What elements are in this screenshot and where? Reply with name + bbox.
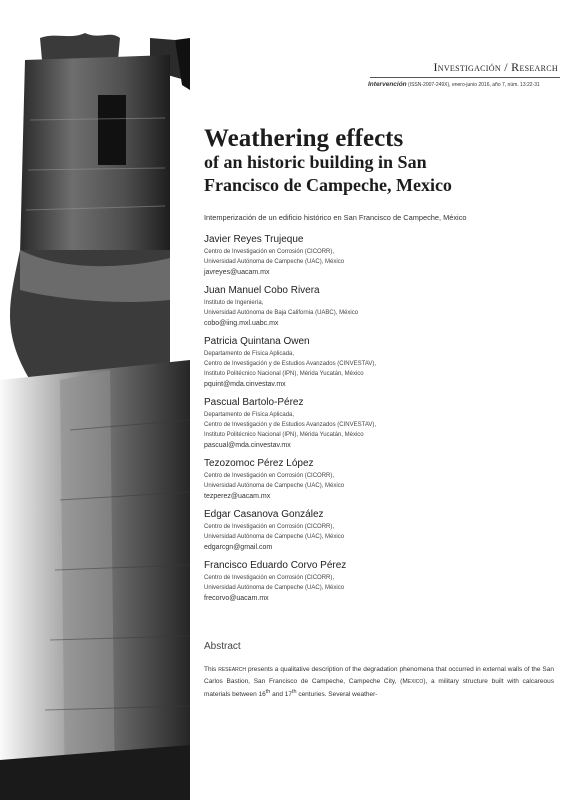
affiliation-line: Universidad Autónoma de Campeche (UAC), México — [204, 259, 345, 265]
affiliation-line: Centro de Investigación en Corrosión (CICORR), — [204, 473, 335, 479]
abstract-word-mexico: Mexico — [402, 677, 424, 685]
bastion-photo — [0, 0, 190, 800]
abstract-heading: Abstract — [204, 641, 241, 652]
abstract-lead: This — [204, 666, 219, 673]
affiliation-line: Centro de Investigación en Corrosión (CICORR), — [204, 575, 335, 581]
author-block — [204, 559, 544, 604]
title-line-2: of an historic building in San — [204, 152, 427, 172]
abstract-text — [204, 664, 554, 701]
header-rule — [370, 77, 560, 78]
tower-image — [0, 0, 190, 800]
author-block — [204, 508, 544, 553]
author-name: Francisco Eduardo Corvo Pérez — [204, 560, 347, 571]
affiliation-line: Departamento de Física Aplicada, — [204, 351, 295, 357]
author-block — [204, 396, 544, 451]
journal-name: Intervención — [368, 81, 407, 88]
abstract-text-4: centuries. Several weather- — [296, 691, 378, 699]
author-block — [204, 335, 544, 390]
author-name: Pascual Bartolo-Pérez — [204, 397, 304, 408]
issue-info: (ISSN-2007-249X), enero-junio 2016, año 7, núm. 13:22-31 — [408, 82, 540, 88]
author-block — [204, 233, 544, 278]
author-block — [204, 457, 544, 502]
affiliation-line: Instituto de Ingeniería, — [204, 300, 264, 306]
author-block — [204, 284, 544, 329]
spanish-subtitle: Intemperización de un edificio histórico en San Francisco de Campeche, México — [204, 213, 467, 222]
author-list — [204, 233, 544, 610]
affiliation-line: Universidad Autónoma de Campeche (UAC), México — [204, 534, 345, 540]
title-main: Weathering effects — [204, 125, 404, 152]
author-email[interactable]: frecorvo@uacam.mx — [204, 595, 269, 602]
author-name: Juan Manuel Cobo Rivera — [204, 285, 320, 296]
author-name: Patricia Quintana Owen — [204, 336, 310, 347]
affiliation-line: Universidad Autónoma de Baja California (UABC), México — [204, 310, 359, 316]
section-label: Investigación / Research — [433, 60, 558, 74]
author-email[interactable]: javreyes@uacam.mx — [204, 269, 270, 276]
issue-line — [368, 81, 560, 88]
author-email[interactable]: cobo@iing.mxl.uabc.mx — [204, 320, 279, 327]
author-email[interactable]: pascual@mda.cinvestav.mx — [204, 442, 291, 449]
abstract-text-3: and 17 — [270, 691, 292, 699]
affiliation-line: Departamento de Física Aplicada, — [204, 412, 295, 418]
title-line-3: Francisco de Campeche, Mexico — [204, 175, 452, 195]
abstract-sup-1: th — [265, 689, 271, 695]
author-email[interactable]: edgarcgn@gmail.com — [204, 544, 273, 551]
article-title — [204, 127, 554, 197]
affiliation-line: Instituto Politécnico Nacional (IPN), Mérida Yucatán, México — [204, 371, 364, 377]
abstract-text-2: ), a military structure built with calcareous materials between 16 — [204, 677, 554, 699]
affiliation-line: Centro de Investigación en Corrosión (CICORR), — [204, 524, 335, 530]
author-name: Tezozomoc Pérez López — [204, 458, 314, 469]
affiliation-line: Centro de Investigación y de Estudios Avanzados (CINVESTAV), — [204, 422, 377, 428]
abstract-text-1: presents a qualitative description of the degradation phenomena that occurred in external walls of the San Carlos Bastion, San Francisco de Campeche, Campeche City, ( — [204, 666, 554, 685]
author-email[interactable]: tezperez@uacam.mx — [204, 493, 271, 500]
abstract-sup-2: th — [292, 689, 297, 695]
affiliation-line: Centro de Investigación y de Estudios Avanzados (CINVESTAV), — [204, 361, 377, 367]
affiliation-line: Instituto Politécnico Nacional (IPN), Mérida Yucatán, México — [204, 432, 364, 438]
affiliation-line: Universidad Autónoma de Campeche (UAC), México — [204, 483, 345, 489]
affiliation-line: Centro de Investigación en Corrosión (CICORR), — [204, 249, 335, 255]
author-name: Edgar Casanova González — [204, 509, 324, 520]
affiliation-line: Universidad Autónoma de Campeche (UAC), México — [204, 585, 345, 591]
abstract-word-research: research — [218, 666, 247, 673]
author-email[interactable]: pquint@mda.cinvestav.mx — [204, 381, 286, 388]
author-name: Javier Reyes Trujeque — [204, 234, 304, 245]
